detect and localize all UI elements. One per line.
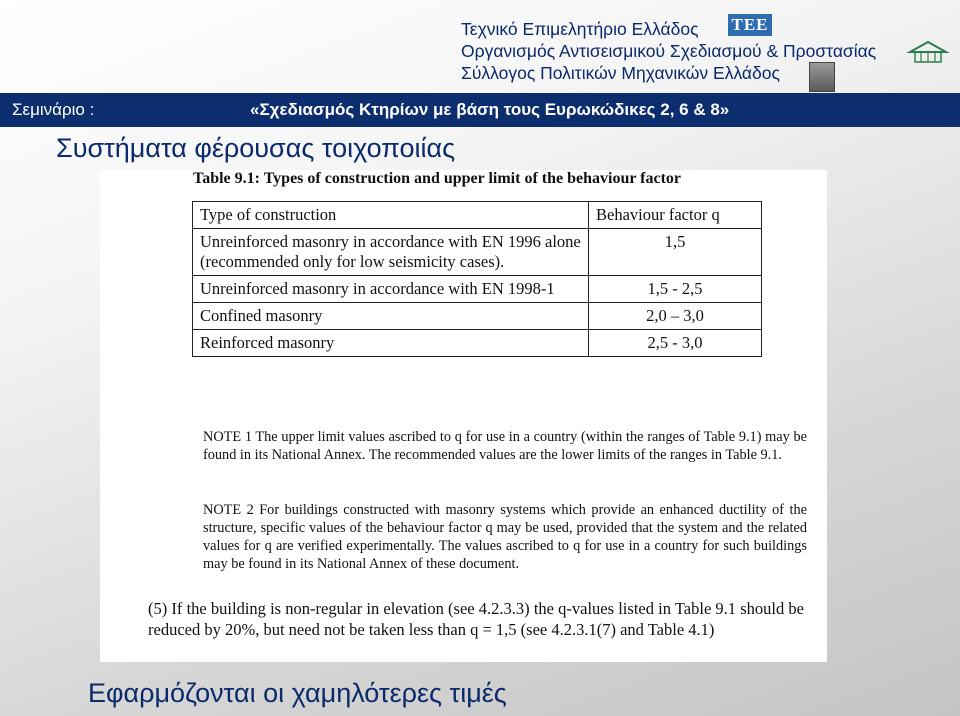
cell-construction-type: Unreinforced masonry in accordance with EN 1996 alone (recommended only for low seismicity cases).: [193, 229, 589, 276]
note-1: NOTE 1 The upper limit values ascribed to q for use in a country (within the ranges of Table 9.1) may be found in its National Annex. The recommended values are the lower limits of the ranges in Table 9.1.: [203, 429, 807, 463]
cell-behaviour-factor: 2,0 – 3,0: [589, 303, 762, 330]
table-row: [193, 303, 762, 330]
behaviour-factor-table: [192, 201, 762, 357]
table-row: [193, 229, 762, 276]
cell-behaviour-factor: 2,5 - 3,0: [589, 330, 762, 357]
conclusion-text: Εφαρμόζονται οι χαμηλότερες τιμές: [88, 678, 507, 708]
table-row: [193, 276, 762, 303]
civil-engineers-logo: [906, 40, 950, 66]
org-line-spme: Σύλλογος Πολιτικών Μηχανικών Ελλάδος: [461, 63, 780, 83]
table-header-row: [193, 202, 762, 229]
cell-behaviour-factor: 1,5: [589, 229, 762, 276]
portrait-image: [809, 62, 835, 92]
header-behaviour-factor: Behaviour factor q: [589, 202, 762, 229]
note-2: NOTE 2 For buildings constructed with masonry systems which provide an enhanced ductility of the structure, specific values of the behaviour factor q may be used, provided that the system and the related values for q are verified experimentally. The values ascribed to q for use in a country for such buildings may be found in its National Annex of these document.: [203, 502, 807, 572]
cell-behaviour-factor: 1,5 - 2,5: [589, 276, 762, 303]
clause-5-paragraph: (5) If the building is non-regular in elevation (see 4.2.3.3) the q-values listed in Table 9.1 should be reduced by 20%, but need not be taken less than q = 1,5 (see 4.2.3.1(7) and Table 4.1): [148, 599, 804, 639]
cell-construction-type: Confined masonry: [193, 303, 589, 330]
cell-construction-type: Unreinforced masonry in accordance with EN 1998-1: [193, 276, 589, 303]
tee-logo: TEE: [728, 14, 772, 36]
table-caption: Table 9.1: Types of construction and upper limit of the behaviour factor: [193, 170, 682, 187]
seminar-label: Σεμινάριο :: [12, 100, 95, 119]
org-line-tee: Τεχνικό Επιμελητήριο Ελλάδος: [461, 19, 699, 39]
cell-construction-type: Reinforced masonry: [193, 330, 589, 357]
seminar-bar: [0, 93, 960, 127]
table-row: [193, 330, 762, 357]
seminar-title: «Σχεδιασμός Κτηρίων με βάση τους Ευρωκώδικες 2, 6 & 8»: [250, 100, 730, 119]
org-line-oasp: Οργανισμός Αντισεισμικού Σχεδιασμού & Προστασίας: [461, 41, 877, 61]
slide-title: Συστήματα φέρουσας τοιχοποιίας: [56, 133, 456, 163]
header-construction-type: Type of construction: [193, 202, 589, 229]
document-excerpt: [100, 170, 827, 662]
